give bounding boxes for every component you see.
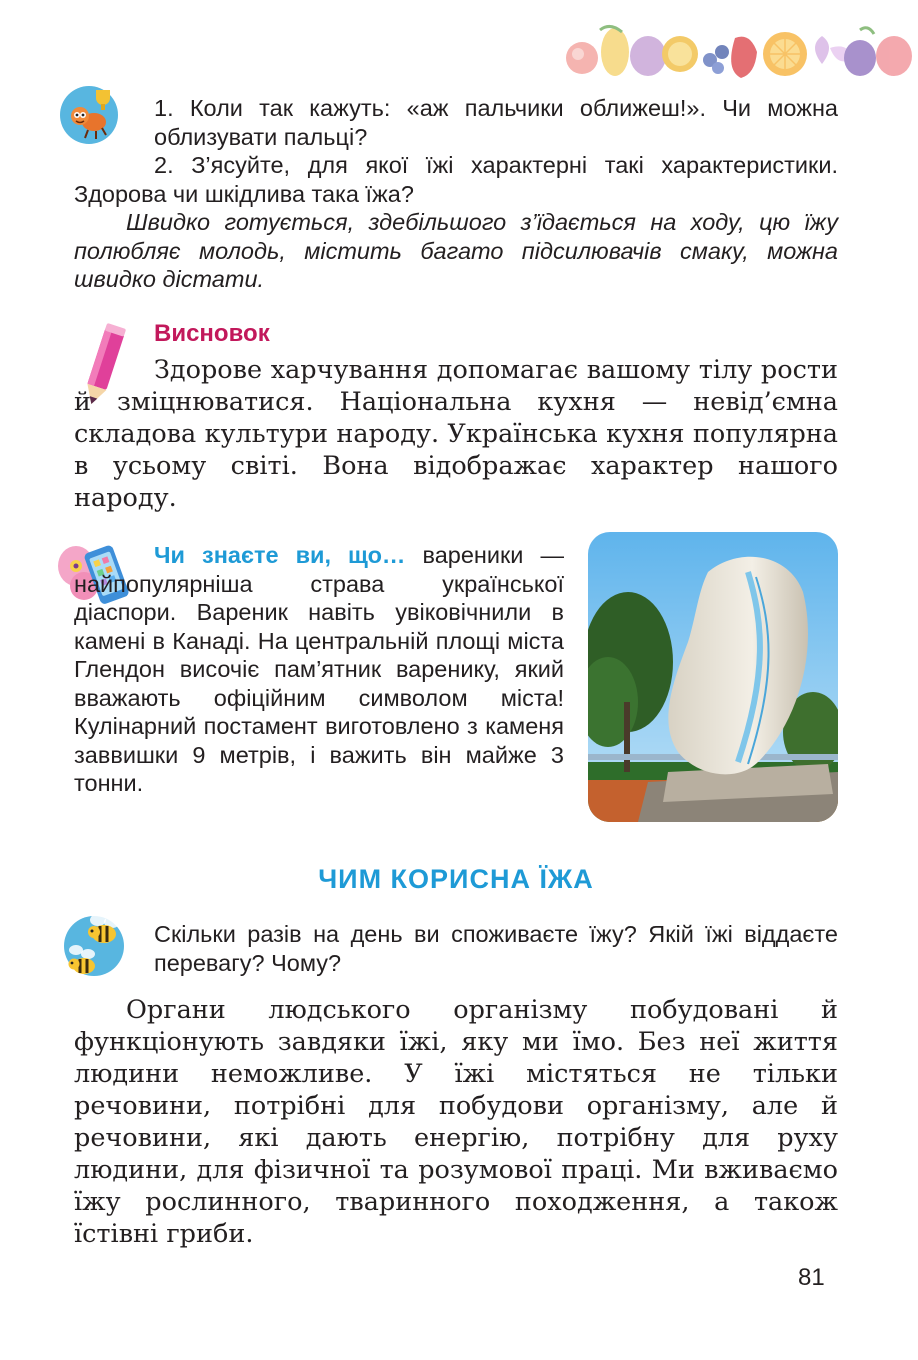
conclusion-text: Здорове харчування допомагає вашому тілу рости й зміцнюватися. Національна кухня — невід’ємна складова культури народу. Українська кухня популярна в усьому світі. Вона відображає характер нашого народу. <box>74 355 838 513</box>
varenyk-monument-image <box>588 532 838 822</box>
section-body-text: Органи людського організму побудовані й функціонують завдяки їжі, яку ми їмо. Без неї життя людини неможливе. У їжі містяться не тільки речовини, потрібні для побудови організму, але й речовини, які дають енергію, потрібну для руху людини, для фізичної та розумової праці. Ми вживаємо їжу рослинного, тваринного походження, а також їстівні гриби. <box>74 995 838 1249</box>
did-you-know-text <box>74 541 564 798</box>
bees-icon <box>58 910 132 980</box>
conclusion-heading: Висновок <box>154 320 270 347</box>
question-1: 1. Коли так кажуть: «аж пальчики оближеш!». Чи можна облизувати пальці? <box>154 95 838 150</box>
questions-block <box>74 94 838 294</box>
section-title: ЧИМ КОРИСНА ЇЖА <box>318 864 594 894</box>
did-you-know-lead: Чи знаєте ви, що… <box>154 542 406 568</box>
question-2: 2. З’ясуйте, для якої їжі характерні такі характеристики. Здорова чи шкідлива така їжа? <box>74 152 838 207</box>
section-question: Скільки разів на день ви споживаєте їжу? Якій їжі віддаєте перевагу? Чому? <box>154 921 838 976</box>
question-answer-text: Швидко готується, здебільшого з’їдається на ходу, цю їжу полюбляє молодь, містить багато підсилювачів смаку, можна швидко дістати. <box>74 209 838 292</box>
page-number: 81 <box>798 1264 825 1291</box>
did-you-know-body: вареники — найпопулярніша страва української діаспори. Вареник навіть увіковічнили в камені в Канаді. На центральній площі міста Глендон височіє пам’ятник варенику, який вважають офіційним символом міста! Кулінарний постамент виготовлено з каменя заввишки 9 метрів, і важить він майже 3 тонни. <box>74 542 564 796</box>
varenyk-monument-photo <box>588 532 838 822</box>
fruit-border-icon <box>560 18 918 80</box>
